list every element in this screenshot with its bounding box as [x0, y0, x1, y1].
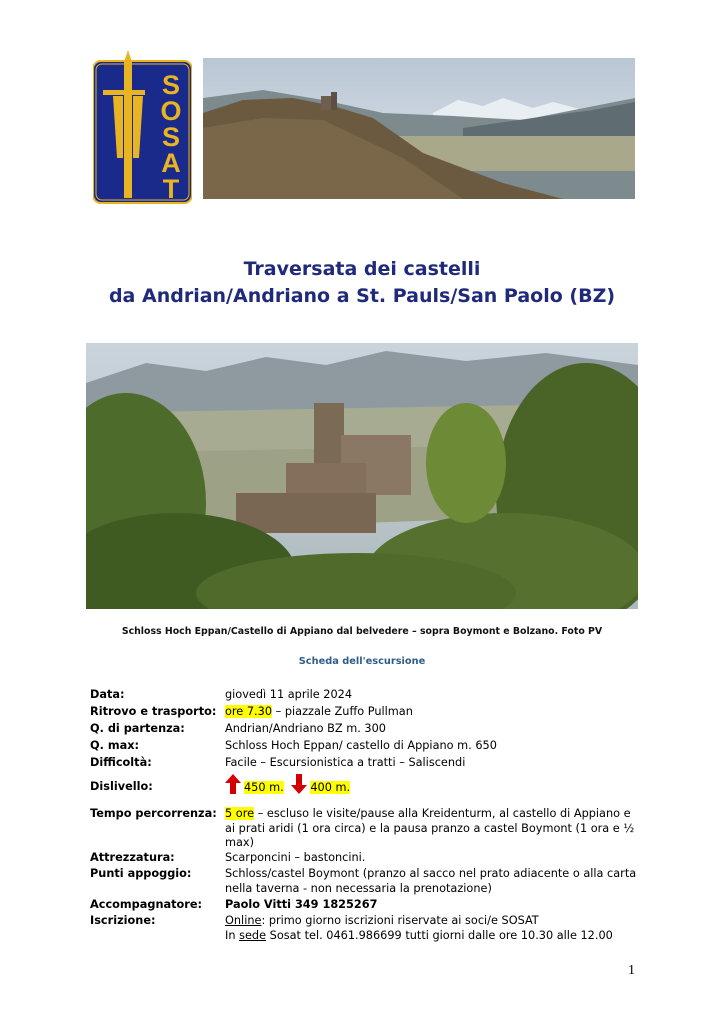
photo-caption: Schloss Hoch Eppan/Castello di Appiano dal belvedere – sopra Boymont e Bolzano. Foto PV — [121, 626, 603, 637]
page-title — [0, 256, 724, 310]
detail-label: Accompagnatore: — [90, 898, 203, 911]
highlight-hours: 5 ore — [225, 807, 255, 820]
page-number: 1 — [628, 963, 635, 978]
svg-text:O: O — [160, 96, 182, 126]
castle-photo — [86, 343, 638, 609]
iscrizione-online-line — [225, 914, 637, 929]
highlight-time: ore 7.30 — [225, 705, 273, 718]
svg-text:T: T — [162, 174, 180, 204]
online-text: : primo giorno iscrizioni riservate ai soci/e SOSAT — [261, 914, 539, 927]
detail-label: Data: — [90, 688, 125, 701]
detail-value — [225, 774, 637, 796]
detail-label: Punti appoggio: — [90, 867, 192, 880]
title-line-1: Traversata dei castelli — [243, 258, 481, 280]
arrow-down-icon — [291, 774, 307, 794]
descent-value: 400 m. — [310, 781, 351, 794]
detail-label: Ritrovo e trasporto: — [90, 705, 217, 718]
sosat-logo — [93, 48, 192, 205]
online-link[interactable]: Online — [225, 914, 262, 927]
sede-prefix: In — [225, 928, 240, 942]
detail-value: Scarponcini – bastoncini. — [225, 851, 366, 864]
detail-value — [225, 705, 637, 720]
ritrovo-text: – piazzale Zuffo Pullman — [272, 705, 413, 718]
iscrizione-sede-line — [225, 929, 637, 944]
detail-value: Schloss/castel Boymont (pranzo al sacco nel prato adiacente o alla carta nella taverna - non necessaria la prenotazione) — [225, 867, 637, 895]
title-line-2: da Andrian/Andriano a St. Pauls/San Paolo (BZ) — [108, 285, 616, 307]
header-landscape-photo — [203, 58, 635, 199]
detail-label: Attrezzatura: — [90, 851, 175, 864]
tempo-text: – escluso le visite/pause alla Kreidenturm, al castello di Appiano e ai prati aridi (1 ora circa) e la pausa pranzo a castel Boymont (1 ora e ½ max) — [225, 807, 635, 849]
ascent-value: 450 m. — [244, 781, 284, 794]
detail-label: Dislivello: — [90, 780, 153, 793]
scheda-heading: Scheda dell'escursione — [298, 656, 426, 667]
arrow-up-icon — [225, 774, 241, 794]
sede-text: Sosat tel. 0461.986699 tutti giorni dalle ore 10.30 alle 12.00 — [266, 928, 613, 942]
detail-value — [225, 807, 637, 851]
sede-link[interactable]: sede — [239, 928, 267, 942]
detail-label: Tempo percorrenza: — [90, 807, 217, 820]
detail-value: Facile – Escursionistica a tratti – Saliscendi — [225, 756, 466, 769]
detail-value: Paolo Vitti 349 1825267 — [225, 898, 378, 911]
detail-value — [225, 914, 637, 943]
detail-label: Q. di partenza: — [90, 722, 185, 735]
detail-value: giovedì 11 aprile 2024 — [225, 688, 353, 701]
detail-value: Andrian/Andriano BZ m. 300 — [225, 722, 386, 735]
detail-label: Difficoltà: — [90, 756, 152, 769]
detail-value: Schloss Hoch Eppan/ castello di Appiano m. 650 — [225, 739, 497, 752]
svg-text:S: S — [161, 70, 181, 100]
svg-text:S: S — [161, 122, 181, 152]
svg-text:A: A — [161, 148, 181, 178]
detail-label: Iscrizione: — [90, 914, 156, 927]
detail-label: Q. max: — [90, 739, 140, 752]
